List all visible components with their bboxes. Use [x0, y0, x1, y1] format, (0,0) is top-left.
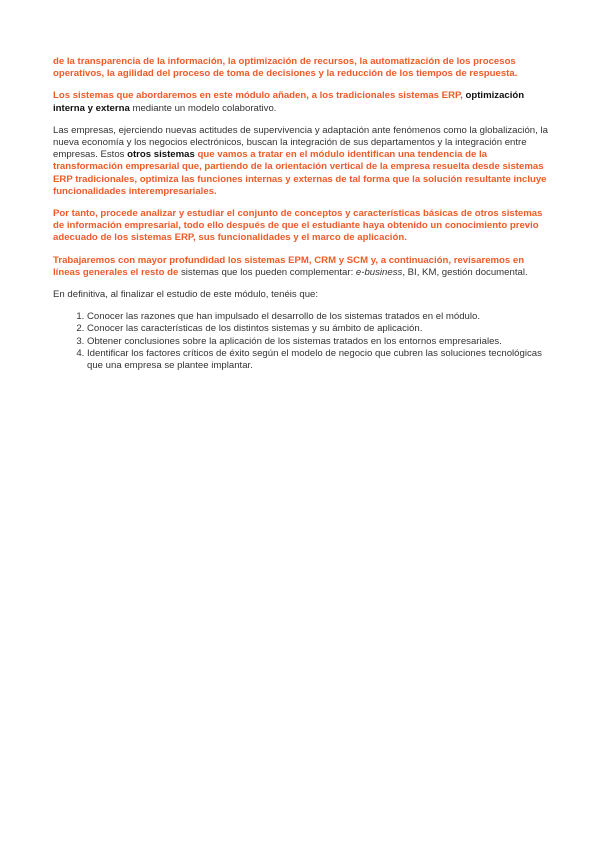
highlight-text: Por tanto, procede analizar y estudiar el conjunto de conceptos y características básicas de otros sistemas de información empresarial, todo ello después de que el estudiante haya obtenido un conocimiento previo adecuado de los sistemas ERP, sus funcionalidades y el marco de aplicación. — [53, 208, 543, 244]
paragraph-business-trends — [53, 125, 548, 198]
paragraph-objectives-intro — [53, 289, 548, 301]
paragraph-collaborative-model — [53, 90, 548, 114]
body-text: mediante un modelo colaborativo. — [132, 102, 277, 114]
body-text: sistemas que los pueden complementar: — [181, 266, 354, 278]
body-text: En definitiva, al finalizar el estudio de este módulo, tenéis que: — [53, 289, 319, 301]
objectives-list — [53, 311, 548, 372]
highlight-text: de la transparencia de la información, la optimización de recursos, la automatización de los procesos operativos, la agilidad del proceso de toma de decisiones y la reducción de los tiempos de respuesta. — [53, 56, 518, 80]
list-item: 3. Obtener conclusiones sobre la aplicación de los sistemas tratados en los entornos empresariales. — [87, 336, 548, 348]
italic-text: e-business — [355, 266, 403, 278]
bold-text: otros sistemas — [127, 149, 195, 161]
body-text: Las empresas, ejerciendo nuevas actitudes de supervivencia y adaptación ante fenómenos como la globalización, la nueva economía y los negocios electrónicos, buscan la integración de sus departamentos y la integración entre empresas. Estos — [53, 124, 548, 161]
page-content — [53, 56, 548, 372]
list-item: 4. Identificar los factores críticos de éxito según el modelo de negocio que cubren las soluciones tecnológicas que una empresa se plantee implantar. — [87, 348, 548, 372]
highlight-text: Los sistemas que abordaremos en este módulo añaden, a los tradicionales sistemas ERP, — [53, 90, 463, 102]
body-text: , BI, KM, gestión documental. — [402, 266, 528, 278]
bold-text: optimización interna y externa — [53, 90, 525, 114]
highlight-text: que vamos a tratar en el módulo identifican una tendencia de la transformación empresarial que, partiendo de la orientación vertical de la empresa resuelta desde sistemas ERP tradicionales, optimiza las funciones internas y externas de tal forma que la solución resultante incluye funcionalidades interempresariales. — [53, 149, 547, 197]
list-item: 1. Conocer las razones que han impulsado el desarrollo de los sistemas tratados en el módulo. — [87, 311, 548, 323]
paragraph-systems-covered — [53, 255, 548, 279]
highlight-text: Trabajaremos con mayor profundidad los sistemas EPM, CRM y SCM y, a continuación, revisaremos en líneas generales el resto de — [53, 254, 525, 278]
paragraph-study-scope — [53, 208, 548, 245]
list-item: 2. Conocer las características de los distintos sistemas y su ámbito de aplicación. — [87, 323, 548, 335]
paragraph-intro-continuation — [53, 56, 548, 80]
